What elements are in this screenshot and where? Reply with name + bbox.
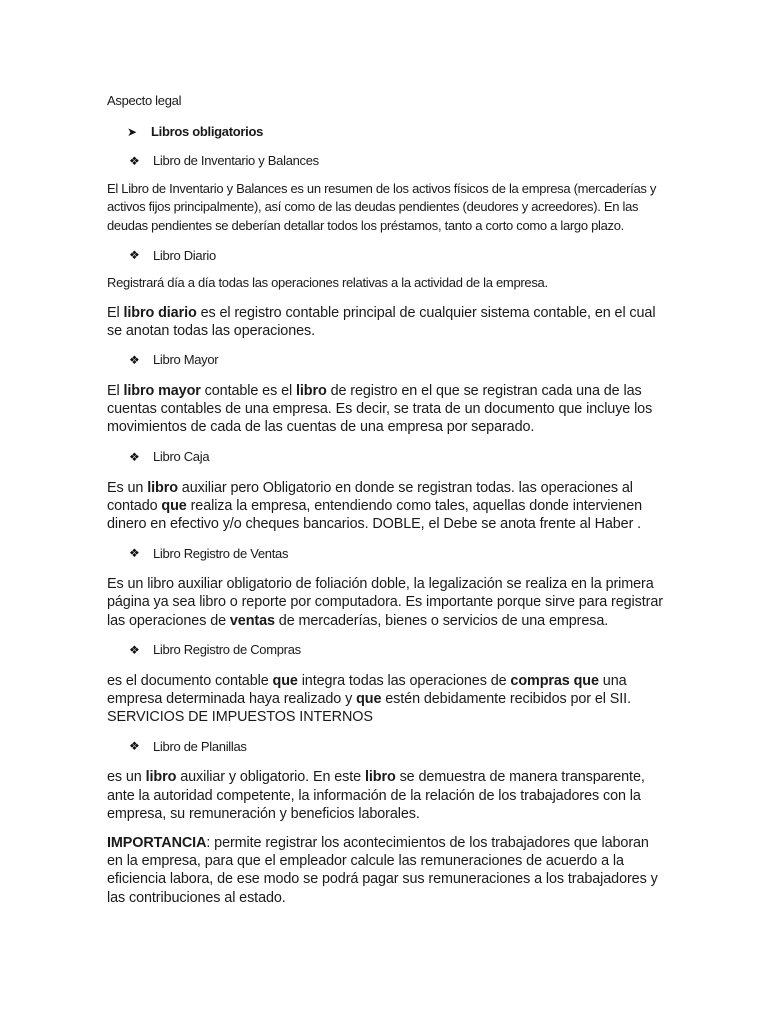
diario-paragraph-2: El libro diario es el registro contable principal de cualquier sistema contable, en el cual se anotan todas las operaciones. <box>107 304 656 339</box>
document-page <box>107 84 667 907</box>
compras-paragraph: es el documento contable que integra todas las operaciones de compras que una empresa determinada haya realizado y que estén debidamente recibidos por el SII. SERVICIOS DE IMPUESTOS INTERNOS <box>107 672 631 726</box>
section-heading: Libros obligatorios <box>151 124 264 139</box>
bullet-diario <box>107 246 667 264</box>
planillas-paragraph: es un libro auxiliar y obligatorio. En este libro se demuestra de manera transparente, ante la autoridad competente, la información de la relación de los trabajadores con la empresa, su remuneración y beneficios laborales. <box>107 769 645 822</box>
importancia-paragraph: IMPORTANCIA: permite registrar los acontecimientos de los trabajadores que laboran en la empresa, para que el empleador calcule las remuneraciones de acuerdo a la eficiencia labora, de ese modo se podrá pagar sus remuneraciones a los trabajadores y las contribuciones al estado. <box>107 834 658 906</box>
bullet-planillas <box>107 737 667 755</box>
caja-paragraph: Es un libro auxiliar pero Obligatorio en donde se registran todas. las operaciones al contado que realiza la empresa, entendiendo como tales, aquellas donde intervienen dinero en efectivo y/o cheques bancarios. DOBLE, el Debe se anota frente al Haber . <box>107 479 643 532</box>
bullet-label: Libro Diario <box>153 247 216 263</box>
mayor-paragraph: El libro mayor contable es el libro de registro en el que se registran cada una de las cuentas contables de una empresa. Es decir, se trata de un documento que incluye los movimientos de cada de las cuentas de una empresa por separado. <box>107 382 653 436</box>
arrow-bullet-icon: ➤ <box>127 124 137 139</box>
bullet-compras <box>107 641 667 659</box>
diamond-bullet-icon: ❖ <box>129 352 140 367</box>
bullet-label: Libro de Inventario y Balances <box>153 153 319 168</box>
ventas-paragraph: Es un libro auxiliar obligatorio de foliación doble, la legalización se realiza en la primera página ya sea libro o reporte por computadora. Es importante porque sirve para registrar las operaciones de ventas de mercaderías, bienes o servicios de una empresa. <box>107 576 663 629</box>
bullet-inventario <box>107 152 667 170</box>
diamond-bullet-icon: ❖ <box>129 153 140 168</box>
diamond-bullet-icon: ❖ <box>129 642 140 657</box>
diario-paragraph-1: Registrará día a día todas las operaciones relativas a la actividad de la empresa. <box>107 275 548 290</box>
bullet-caja <box>107 448 667 466</box>
bullet-label: Libro Registro de Ventas <box>153 545 289 561</box>
page-title: Aspecto legal <box>107 93 182 108</box>
inventario-paragraph: El Libro de Inventario y Balances es un resumen de los activos físicos de la empresa (mercaderías y activos fijos principalmente), así como de las deudas pendientes (deudores y acreedores). En las deudas pendientes se deberían detallar todos los préstamos, tanto a corto como a largo plazo. <box>107 180 657 233</box>
bullet-ventas <box>107 544 667 562</box>
bullet-label: Libro Caja <box>153 449 210 465</box>
section-heading-row <box>107 123 667 141</box>
bullet-label: Libro Registro de Compras <box>153 642 301 658</box>
bullet-label: Libro de Planillas <box>153 738 247 754</box>
diamond-bullet-icon: ❖ <box>129 546 140 561</box>
bullet-label: Libro Mayor <box>153 352 219 368</box>
diamond-bullet-icon: ❖ <box>129 248 140 262</box>
diamond-bullet-icon: ❖ <box>129 739 140 754</box>
diamond-bullet-icon: ❖ <box>129 449 140 464</box>
bullet-mayor <box>107 351 667 369</box>
